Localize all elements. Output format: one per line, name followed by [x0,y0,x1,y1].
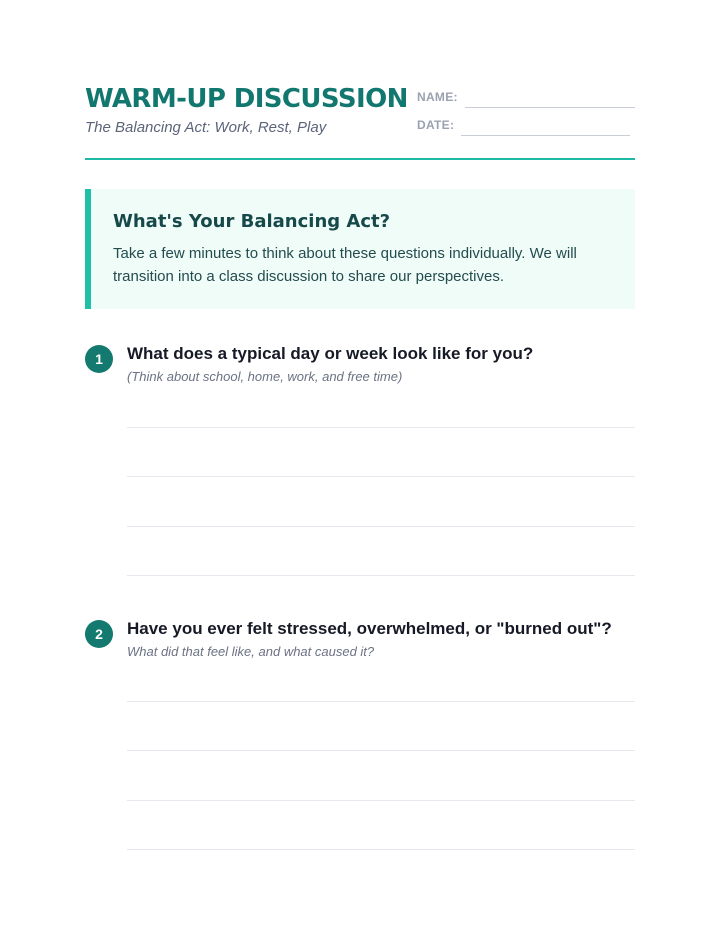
question-hint: (Think about school, home, work, and free time) [127,369,403,384]
instructions-callout [85,189,635,309]
question-text: Have you ever felt stressed, overwhelmed, or "burned out"? [127,619,612,638]
answer-line[interactable] [127,750,635,751]
callout-title: What's Your Balancing Act? [113,211,391,232]
answer-line[interactable] [127,849,635,850]
name-input-line[interactable] [465,107,635,108]
question-hint: What did that feel like, and what caused it? [127,644,375,659]
page-subtitle: The Balancing Act: Work, Rest, Play [85,119,327,136]
answer-line[interactable] [127,476,635,477]
worksheet-header [85,84,635,160]
answer-line[interactable] [127,575,635,576]
answer-line[interactable] [127,427,635,428]
name-label: NAME: [417,90,458,104]
question-number-badge: 2 [85,620,113,648]
answer-line[interactable] [127,526,635,527]
date-input-line[interactable] [461,135,630,136]
header-divider [85,158,635,160]
question-text: What does a typical day or week look like for you? [127,344,534,363]
question-number-badge: 1 [85,345,113,373]
date-label: DATE: [417,118,455,132]
answer-line[interactable] [127,701,635,702]
answer-line[interactable] [127,800,635,801]
callout-body: Take a few minutes to think about these questions individually. We will transition into a class discussion to share our perspectives. [113,245,577,285]
page-title: WARM-UP DISCUSSION [85,84,408,114]
